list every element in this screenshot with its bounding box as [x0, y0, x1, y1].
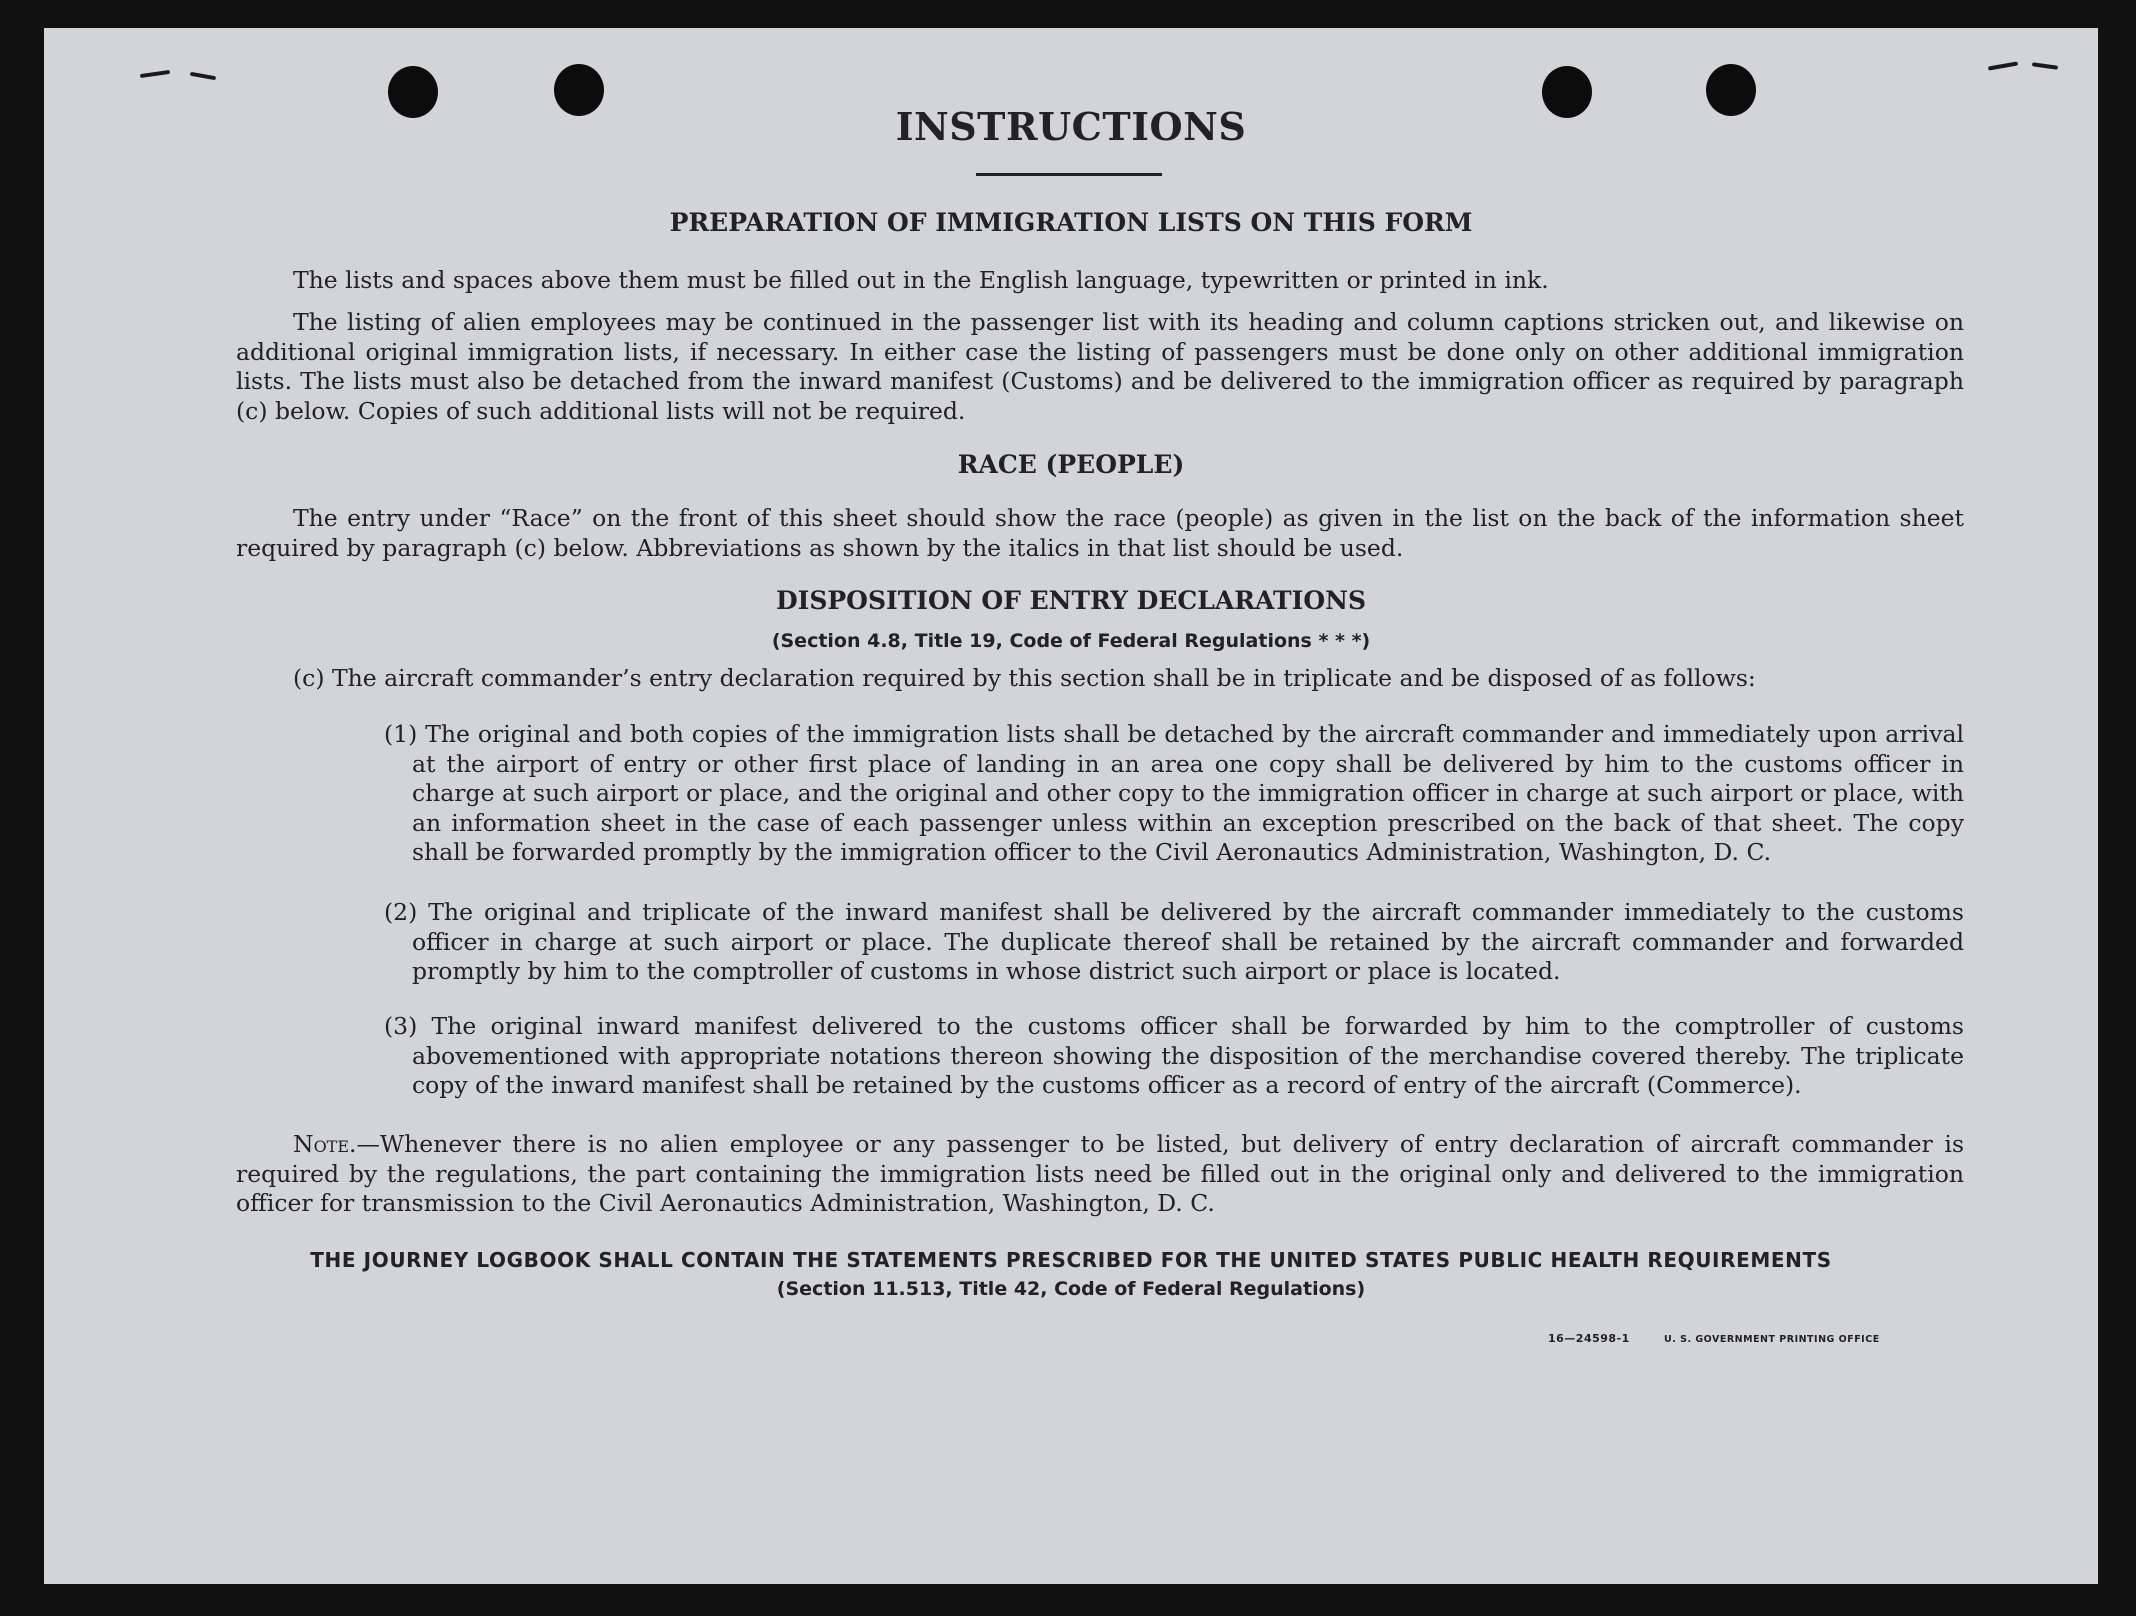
scan-mark	[140, 70, 170, 78]
printer-credit: U. S. GOVERNMENT PRINTING OFFICE	[1664, 1334, 1880, 1345]
page-title: INSTRUCTIONS	[895, 104, 1247, 149]
scan-mark	[1988, 61, 2018, 70]
note-paragraph	[236, 1130, 1964, 1219]
form-number: 16—24598-1	[1548, 1332, 1630, 1345]
disposition-item-3: (3) The original inward manifest delivered to the customs officer shall be forwarded by him to the comptroller of customs abovementioned with appropriate notations thereon showing the disposition of the merchandise covered thereby. The triplicate copy of the inward manifest shall be retained by the customs officer as a record of entry of the aircraft (Commerce).	[384, 1012, 1964, 1099]
note-text: —Whenever there is no alien employee or any passenger to be listed, but delivery of entry declaration of aircraft commander is required by the regulations, the part containing the immigration lists need be filled out in the original only and delivered to the immigration officer for transmission to the Civil Aeronautics Administration, Washington, D. C.	[236, 1130, 1964, 1217]
disposition-item-1: (1) The original and both copies of the immigration lists shall be detached by the aircraft commander and immediately upon arrival at the airport of entry or other first place of landing in an area one copy shall be delivered by him to the customs officer in charge at such airport or place, and the original and other copy to the immigration officer in charge at such airport or place, with an information sheet in the case of each passenger unless within an exception prescribed on the back of that sheet. The copy shall be forwarded promptly by the immigration officer to the Civil Aeronautics Administration, Washington, D. C.	[384, 720, 1964, 866]
title-underline	[976, 173, 1162, 176]
preparation-paragraph-2: The listing of alien employees may be continued in the passenger list with its heading and column captions stricken out, and likewise on additional original immigration lists, if necessary. In either case the listing of passengers must be done only on other additional immigration lists. The lists must also be detached from the inward manifest (Customs) and be delivered to the immigration officer as required by paragraph (c) below. Copies of such additional lists will not be required.	[236, 308, 1964, 425]
preparation-paragraph-1: The lists and spaces above them must be filled out in the English language, typewritten or printed in ink.	[293, 266, 1549, 294]
race-heading: RACE (PEOPLE)	[957, 450, 1185, 479]
document-page	[44, 28, 2098, 1584]
scan-mark	[2032, 62, 2058, 70]
preparation-heading: PREPARATION OF IMMIGRATION LISTS ON THIS FORM	[669, 208, 1473, 237]
race-paragraph: The entry under “Race” on the front of this sheet should show the race (people) as given in the list on the back of the information sheet required by paragraph (c) below. Abbreviations as shown by the italics in that list should be used.	[236, 504, 1964, 562]
health-requirements-heading: THE JOURNEY LOGBOOK SHALL CONTAIN THE STATEMENTS PRESCRIBED FOR THE UNITED STATES PUBLIC HEALTH REQUIREMENTS	[310, 1248, 1832, 1272]
disposition-heading: DISPOSITION OF ENTRY DECLARATIONS	[775, 586, 1367, 615]
disposition-citation: (Section 4.8, Title 19, Code of Federal Regulations * * *)	[771, 630, 1371, 652]
disposition-item-2: (2) The original and triplicate of the inward manifest shall be delivered by the aircraft commander immediately to the customs officer in charge at such airport or place. The duplicate thereof shall be retained by the aircraft commander and forwarded promptly by him to the comptroller of customs in whose district such airport or place is located.	[384, 898, 1964, 985]
scan-mark	[190, 72, 216, 80]
note-label: Note.	[293, 1130, 357, 1158]
health-requirements-citation: (Section 11.513, Title 42, Code of Federal Regulations)	[776, 1278, 1366, 1300]
disposition-intro: (c) The aircraft commander’s entry declaration required by this section shall be in triplicate and be disposed of as follows:	[293, 664, 1756, 692]
